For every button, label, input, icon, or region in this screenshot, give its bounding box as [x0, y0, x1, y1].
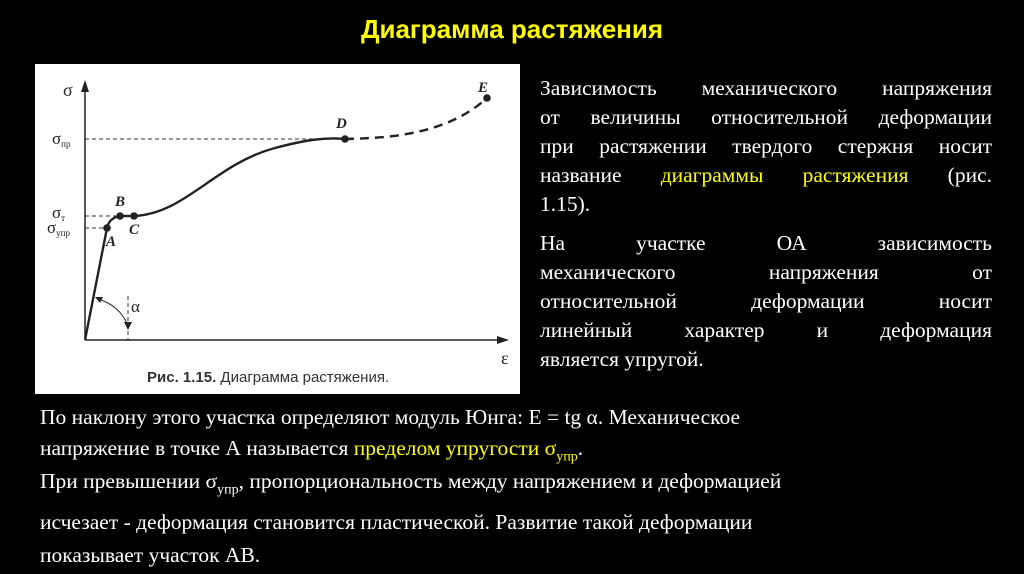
label-a: A	[106, 234, 117, 250]
bottom-line: напряжение в точке А называется пределом упругости $\sigma_{упр}$.	[40, 436, 584, 465]
bottom-line: По наклону этого участка определяют модуль Юнга: E = tg α. Механическое	[40, 405, 741, 429]
sigma-upr-label: σупр	[47, 218, 70, 238]
point-d	[341, 135, 349, 143]
right-p2-line: механического напряжения от	[540, 260, 992, 284]
bottom-line: При превышении $\sigma_{упр}$, пропорциональность между напряжением и деформацией	[40, 469, 782, 498]
sigma-t-label: σт	[52, 203, 66, 223]
bottom-paragraph-2	[40, 465, 1000, 572]
bottom-paragraph-1	[40, 402, 1000, 472]
label-b: B	[115, 194, 126, 210]
right-p2-line: является упругой.	[540, 347, 704, 371]
highlight-diagram-name: диаграммы растяжения	[660, 163, 909, 187]
right-p1-line: от величины относительной деформации	[540, 105, 992, 129]
epsilon-axis-arrow	[497, 336, 509, 344]
sigma-pr-label: σпр	[52, 129, 71, 149]
right-p1-line: 1.15).	[540, 192, 591, 216]
sigma-axis-label: σ	[63, 80, 73, 100]
slide-title: Диаграмма растяжения	[360, 14, 664, 44]
epsilon-axis-label: ε	[501, 348, 509, 368]
highlight-elastic-limit: пределом упругости $\sigma_{упр}$	[353, 436, 578, 465]
point-a	[103, 224, 111, 232]
point-b	[116, 212, 124, 220]
curve-cd	[134, 138, 345, 216]
right-p1-line: Зависимость механического напряжения	[540, 76, 992, 100]
right-paragraph-1	[540, 74, 992, 219]
right-p1-name-line: название диаграммы растяжения (рис.	[540, 163, 992, 187]
sigma-axis-arrow	[81, 80, 89, 92]
bottom-line: показывает участок АВ.	[40, 543, 261, 568]
stress-strain-diagram	[35, 64, 520, 394]
right-p2-line: На участке ОА зависимость	[540, 231, 992, 255]
label-c: C	[129, 222, 140, 238]
point-c	[130, 212, 138, 220]
label-e: E	[478, 80, 489, 96]
right-p1-line: при растяжении твердого стержня носит	[540, 134, 992, 158]
alpha-arrow-end	[124, 322, 132, 330]
right-p2-line: линейный характер и деформация	[540, 318, 992, 342]
right-paragraph-2	[540, 229, 992, 374]
stress-strain-figure	[35, 64, 520, 394]
alpha-arc	[97, 299, 128, 326]
bottom-line: исчезает - деформация становится пластической. Развитие такой деформации	[40, 510, 753, 535]
curve-oa	[85, 228, 107, 340]
curve-de	[345, 98, 487, 139]
figure-caption: Рис. 1.15. Диаграмма растяжения.	[147, 369, 390, 386]
alpha-label: α	[131, 297, 140, 316]
label-d: D	[336, 116, 347, 132]
right-p2-line: относительной деформации носит	[540, 289, 992, 313]
